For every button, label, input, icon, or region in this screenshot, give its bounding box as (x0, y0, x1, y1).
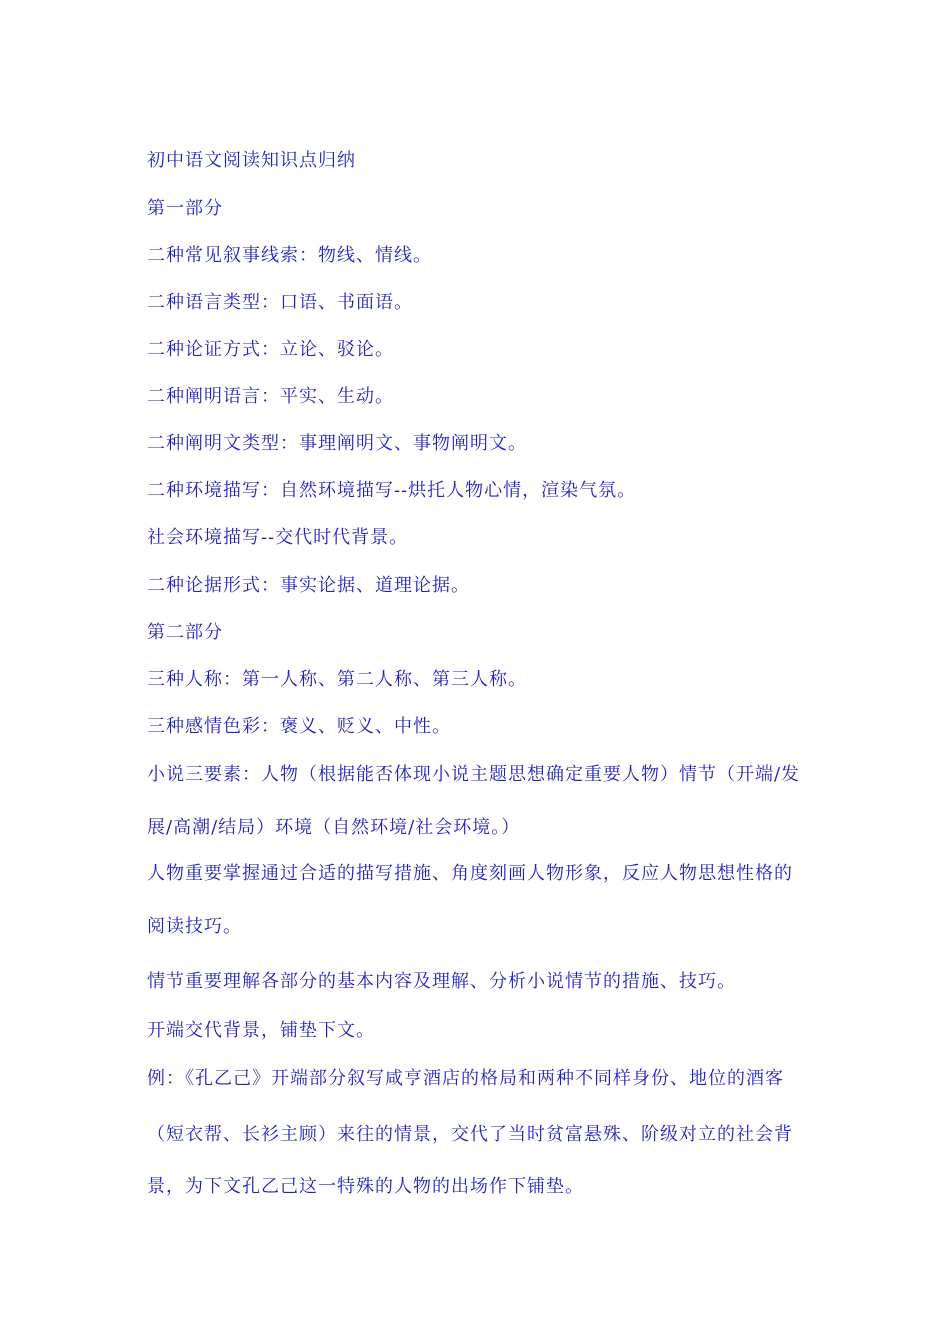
text-line: 景，为下文孔乙己这一特殊的人物的出场作下铺垫。 (147, 1176, 584, 1197)
text-line: 二种论据形式：事实论据、道理论据。 (147, 575, 470, 596)
document-title: 初中语文阅读知识点归纳 (147, 150, 356, 171)
text-line: 三种感情色彩：褒义、贬义、中性。 (147, 716, 451, 737)
section-heading: 第一部分 (147, 198, 223, 219)
text-line: 二种常见叙事线索：物线、情线。 (147, 245, 432, 266)
text-line: 二种论证方式：立论、驳论。 (147, 339, 394, 360)
text-line: 二种阐明文类型：事理阐明文、事物阐明文。 (147, 433, 527, 454)
text-line: 开端交代背景，铺垫下文。 (147, 1020, 375, 1041)
text-line: 二种语言类型：口语、书面语。 (147, 292, 413, 313)
text-line: 社会环境描写--交代时代背景。 (147, 527, 409, 548)
text-line: 小说三要素：人物（根据能否体现小说主题思想确定重要人物）情节（开端/发 (147, 764, 801, 785)
text-line: （短衣帮、长衫主顾）来往的情景，交代了当时贫富悬殊、阶级对立的社会背 (147, 1124, 793, 1145)
text-line: 二种阐明语言：平实、生动。 (147, 386, 394, 407)
section-heading: 第二部分 (147, 622, 223, 643)
text-line: 展/高潮/结局）环境（自然环境/社会环境。） (147, 817, 521, 838)
text-line: 三种人称：第一人称、第二人称、第三人称。 (147, 669, 527, 690)
text-line: 情节重要理解各部分的基本内容及理解、分析小说情节的措施、技巧。 (147, 971, 736, 992)
text-line: 阅读技巧。 (147, 916, 242, 937)
text-line: 二种环境描写：自然环境描写--烘托人物心情，渲染气氛。 (147, 480, 637, 501)
text-line: 人物重要掌握通过合适的描写措施、角度刻画人物形象，反应人物思想性格的 (147, 863, 793, 884)
text-line: 例：《孔乙己》开端部分叙写咸亨酒店的格局和两种不同样身份、地位的酒客 (147, 1068, 784, 1089)
